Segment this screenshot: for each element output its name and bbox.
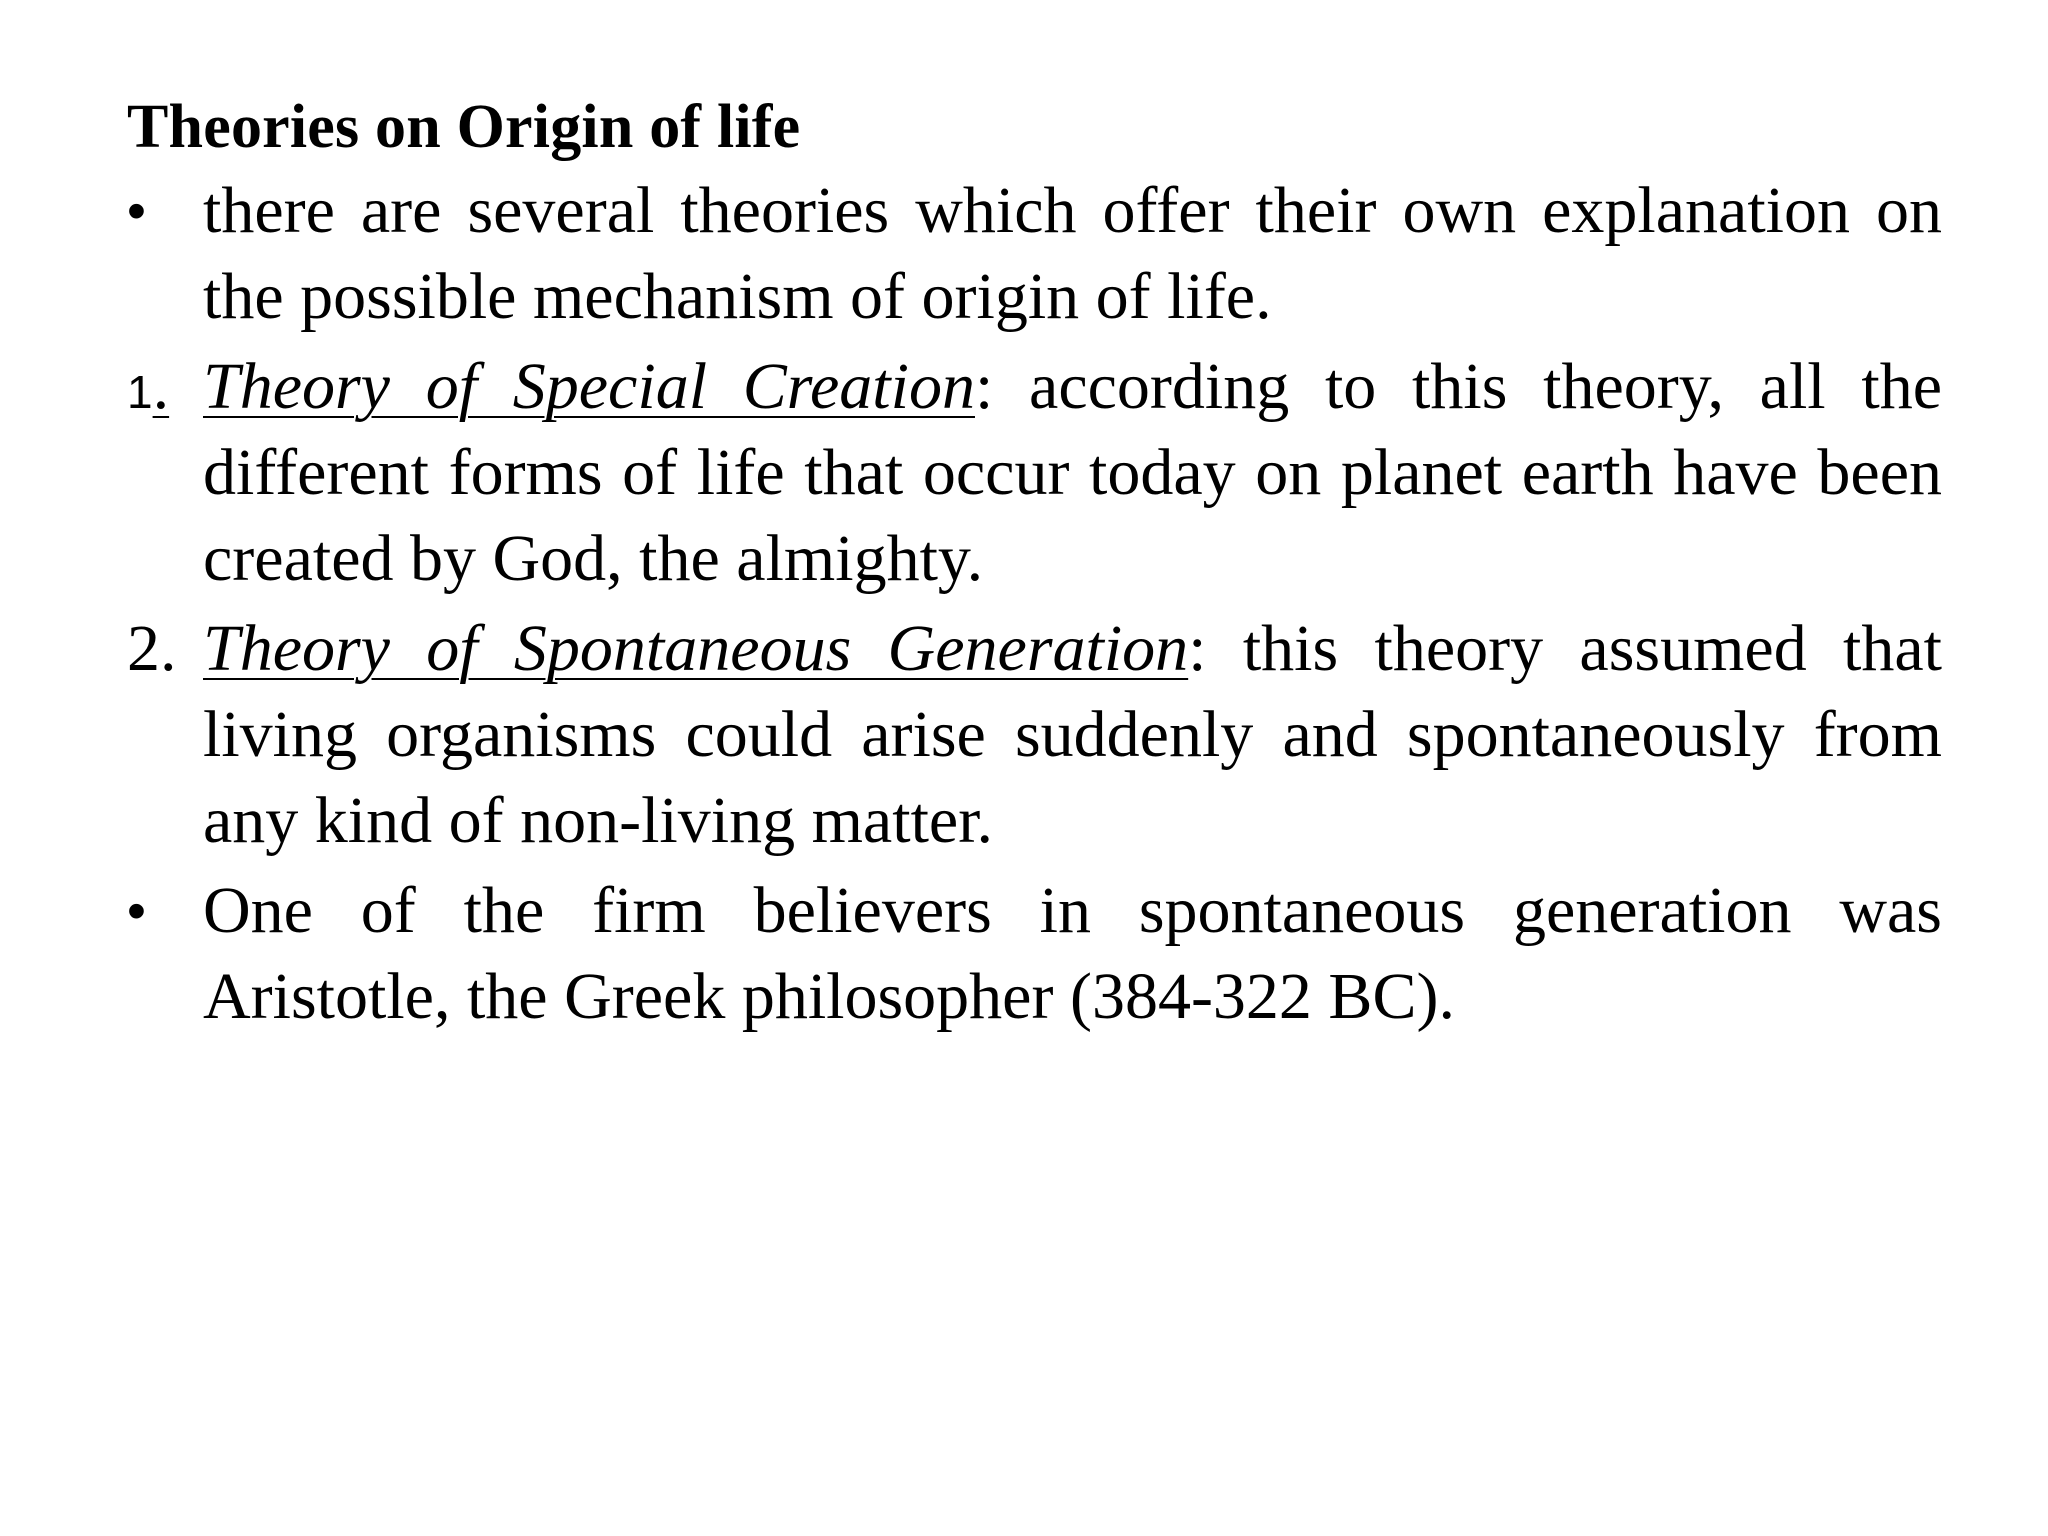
numbered-item-spontaneous-generation (127, 606, 1942, 864)
item-number: 2. (127, 612, 177, 685)
theory-description: : this theory assumed that living organisms could arise suddenly and spontaneously from any kind of non-living matter. (203, 612, 1942, 857)
bullet-text: there are several theories which offer their own explanation on the possible mechanism of origin of life. (203, 174, 1942, 333)
bullet-icon: • (127, 181, 146, 241)
bullet-item-intro (127, 168, 1942, 340)
slide-title: Theories on Origin of life (127, 93, 801, 161)
item-number (127, 344, 203, 438)
theory-description: : according to this theory, all the different forms of life that occur today on planet earth have been created by God, the almighty. (203, 350, 1942, 595)
item-number-digit: 1 (127, 366, 153, 418)
bullet-icon: • (127, 881, 146, 941)
theory-term: Theory of Spontaneous Generation (203, 612, 1189, 685)
theory-term: Theory of Special Creation (203, 350, 975, 423)
item-number-suffix: . (152, 350, 170, 423)
numbered-item-special-creation (127, 344, 1942, 602)
bullet-item-aristotle (127, 868, 1942, 1040)
bullet-text: One of the firm believers in spontaneous generation was Aristotle, the Greek philosopher (384-322 BC). (203, 874, 1942, 1033)
slide-content (127, 88, 1942, 1044)
